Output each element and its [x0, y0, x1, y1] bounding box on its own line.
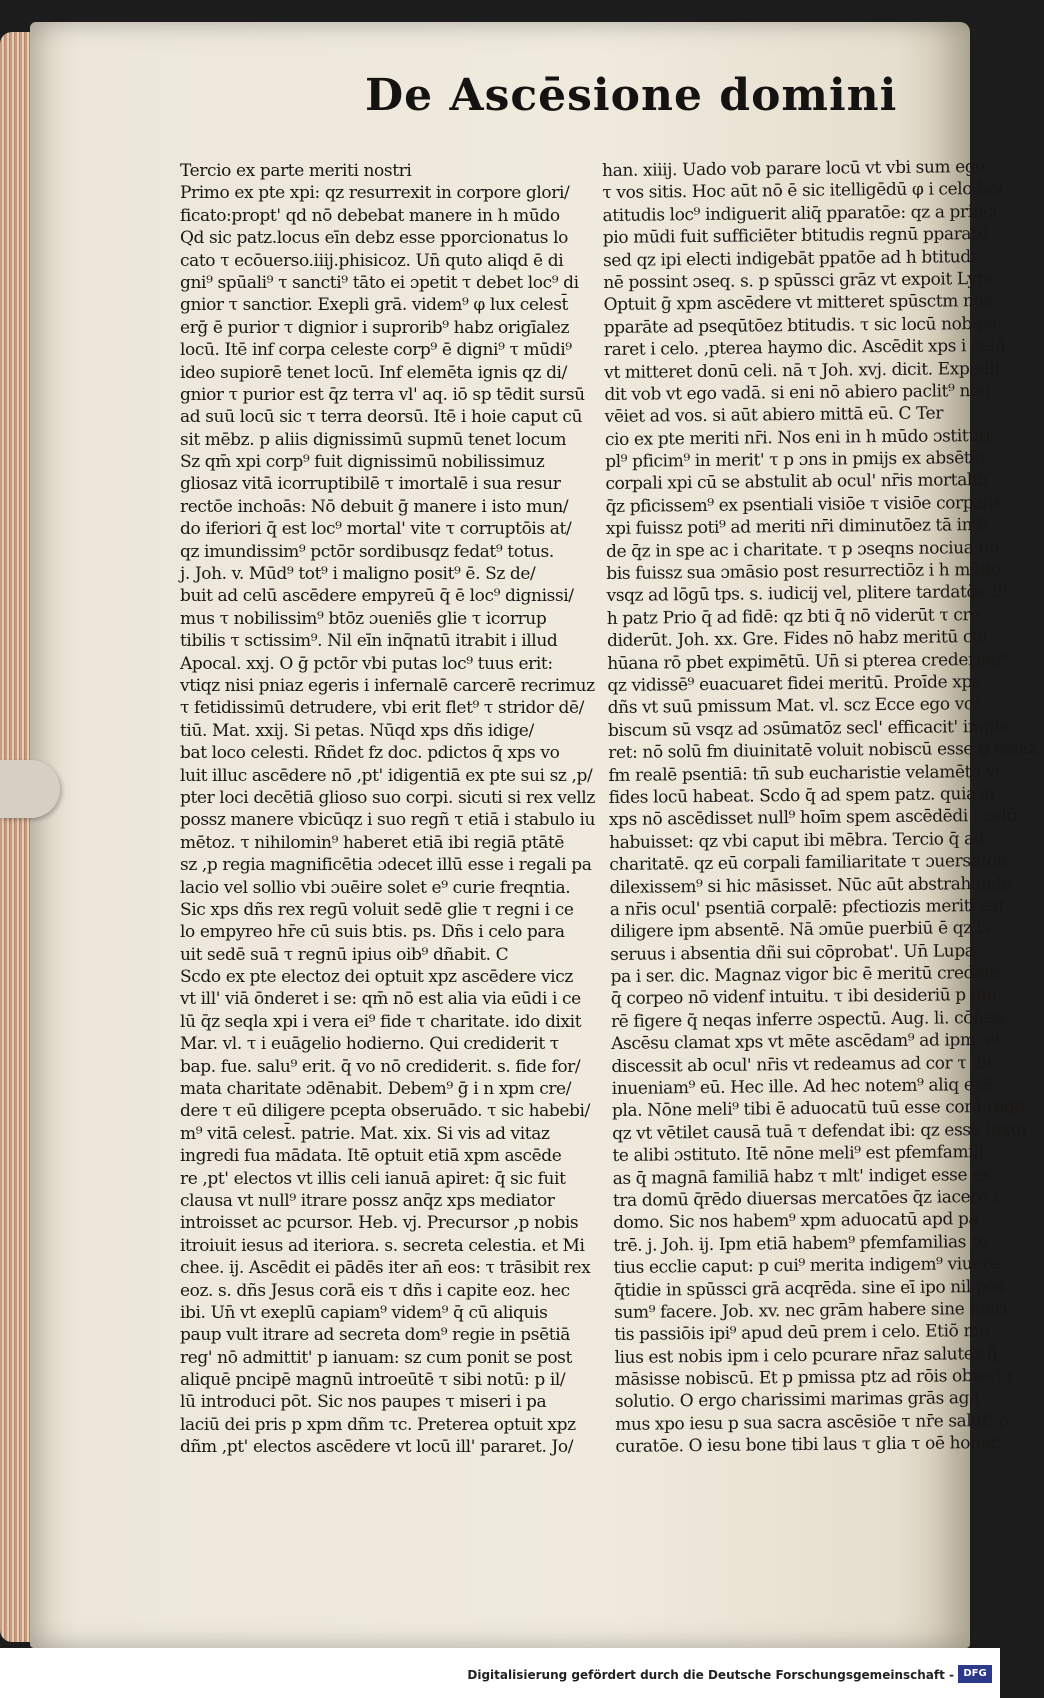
text-line: as q̄ magnā familiā habz τ mlt' indiget esse ex	[612, 1164, 992, 1189]
text-line: tibilis τ sctissim⁹. Nil eīn inq̄natū itrabit i illud	[180, 631, 558, 652]
text-line: lacio vel sollio vbi ɔuēire solet e⁹ curie freqntia.	[180, 877, 571, 898]
text-line: erḡ ē purior τ dignior i suprorib⁹ habz origīalez	[180, 317, 570, 338]
text-line: Optuit ḡ xpm ascēdere vt mitteret spūsctm nos	[603, 291, 992, 316]
text-line: mus xpo iesu p sua sacra ascēsiōe τ nr̄e salut' p	[615, 1410, 1009, 1435]
text-line: fides locū habeat. Scdo q̄ ad spem patz. quia si	[608, 783, 995, 808]
text-line: te alibi ɔstituto. Itē nōne meli⁹ est pfemfamili	[612, 1142, 984, 1167]
text-line: bap. fue. salu⁹ erit. q̄ vo nō crediderit. s. fide for/	[180, 1056, 581, 1077]
digitization-footer	[0, 1648, 1000, 1698]
bookmark-tab	[0, 760, 60, 818]
text-line: vt ill' viā ōnderet i se: qm̄ nō est alia via eūdi i ce	[180, 989, 581, 1010]
text-line: vsqz ad lōgū tps. s. iudicij vel, plitere tardatōe Et	[606, 582, 1010, 607]
text-line: pter loci decētiā glioso suo corpi. sicuti si rex vellz	[180, 787, 595, 808]
text-line: do iferiori q̄ est loc⁹ mortal' vite τ corruptōis at/	[180, 519, 572, 540]
text-line: lū q̄z seqla xpi i vera ei⁹ fide τ charitate. ido dixit	[180, 1011, 582, 1032]
dfg-logo: DFG	[958, 1665, 992, 1683]
text-line: τ fetidissimū detrudere, vbi erit flet⁹ τ stridor dē/	[180, 698, 584, 719]
text-line: lū introduci pōt. Sic nos paupes τ miseri i pa	[180, 1392, 547, 1413]
text-line: Sic xps dñs rex regū voluit sedē glie τ regni i ce	[180, 899, 574, 920]
text-line: re ,pt' electos vt illis celi ianuā apiret: q̄ sic fuit	[180, 1168, 566, 1189]
text-line: gnior τ purior est q̄z terra vl' aq. iō sp tēdit sursū	[180, 384, 585, 405]
text-line: pl⁹ pficim⁹ in merit' τ p ɔns in pmijs ex absētia	[605, 448, 986, 473]
text-line: sum⁹ facere. Job. xv. nec grām habere sine meri	[613, 1298, 1008, 1323]
text-line: bis fuissz sua ɔmāsio post resurrectiōz i h mūdo	[606, 559, 1001, 585]
text-line: curatōe. O iesu bone tibi laus τ glia τ oē honor.	[615, 1433, 1002, 1458]
text-line: qz vt vētilet causā tuā τ defendat ibi: qz esse iuxta	[612, 1119, 1027, 1144]
text-line: paup vult itrare ad secreta dom⁹ regie in psētiā	[180, 1325, 570, 1346]
text-line: hūana rō pbet expimētū. Un̄ si pterea crederem⁹	[607, 649, 1008, 674]
text-line: reg' nō admittit' p ianuam: sz cum ponit se post	[180, 1347, 572, 1368]
text-line: possz manere vbicūqz i suo regñ τ etiā i stabulo iu	[180, 810, 596, 831]
text-line: tius ecclie caput: p cui⁹ merita indigem⁹ viuere	[613, 1254, 1000, 1279]
text-line: ingredi fua mādata. Itē optuit etiā xpm ascēde	[180, 1146, 562, 1167]
text-line: mus τ nobilissim⁹ btōz ɔueniēs glie τ icorrup	[180, 608, 547, 629]
text-line: xps nō ascēdisset null⁹ hoīm spem ascēdēdi i celū	[608, 806, 1018, 831]
text-line: gni⁹ spūali⁹ τ sancti⁹ tāto ei ɔpetit τ debet loc⁹ di	[180, 272, 579, 293]
text-line: m⁹ vitā celest̄. patrie. Mat. xix. Si vis ad vitaz	[180, 1123, 550, 1144]
text-line: cio ex pte meriti nr̄i. Nos eni in h mūdo ɔstituti	[604, 425, 991, 450]
text-line: Ascēsu clamat xps vt mēte ascēdam⁹ ad ipm. et	[611, 1030, 1002, 1055]
text-line: ideo supiorē tenet locū. Inf elemēta ignis qz di/	[180, 362, 567, 383]
text-line: dñs vt suū pmissum Mat. vl. scz Ecce ego vo/	[607, 694, 980, 719]
text-line: mētoz. τ nihilomin⁹ haberet etiā ibi regiā ptātē	[180, 832, 565, 853]
text-line: vtiqz nisi pniaz egeris i infernalē carcerē recrimuz	[180, 675, 595, 696]
text-line: pparāte ad pseqūtōez btitudis. τ sic locū nob pa	[603, 313, 998, 338]
text-line: Qd sic patz.locus eīn debz esse pporcionatus lo	[180, 228, 568, 249]
text-line: Tercio ex parte meriti nostri	[180, 161, 412, 181]
text-line: charitatē. qz eū corpali familiaritate τ ɔuersatōe	[609, 850, 1007, 876]
funding-notice: Digitalisierung gefördert durch die Deutsche Forschungsgemeinschaft -	[467, 1668, 954, 1682]
text-line: ad suū locū sic τ terra deorsū. Itē i hoie caput cū	[180, 407, 583, 428]
text-line: a nr̄is ocul' psentiā corpalē: pfectiozis meriti est	[609, 895, 1005, 920]
text-line: locū. Itē inf corpa celeste corp⁹ ē digni⁹ τ mūdi⁹	[180, 340, 572, 361]
text-line: Primo ex pte xpi: qz resurrexit in corpore glori/	[180, 183, 570, 204]
text-line: uit sedē suā τ regnū ipius oib⁹ dñabit. C	[180, 944, 509, 965]
text-line: bat loco celesti. Rñdet fz doc. pdictos q̄ xps vo	[180, 743, 560, 764]
text-line: pa i ser. dic. Magnaz vigor bic ē meritū credere	[610, 962, 1002, 988]
text-line: buit ad celū ascēdere empyreū q̄ ē loc⁹ dignissi/	[180, 586, 574, 607]
text-line: domo. Sic nos habem⁹ xpm aduocatū apd pa	[613, 1209, 979, 1234]
text-line: itroiuit iesus ad iteriora. s. secreta celestia. et Mi	[180, 1235, 585, 1256]
text-line: lo empyreo hr̄e cū suis btis. ps. Dñs i celo para	[180, 922, 565, 943]
text-line: q̄tidie in spūssci grā acqrēda. sine eī ipo nil pos	[613, 1276, 1005, 1301]
text-line: dit vob vt ego vadā. si eni nō abiero paclit⁹ non	[604, 380, 991, 405]
text-line: māsisse nobiscū. Et p pmissa ptz ad rōis obiecta	[614, 1365, 1013, 1391]
text-line: sz ,p regia magnificētia ɔdecet illū esse i regali pa	[180, 855, 592, 876]
text-line: vt mitteret donū celi. nā τ Joh. xvj. dicit. Expedit	[604, 358, 1002, 383]
text-line: gnior τ sanctior. Exepli grā. videm⁹ φ lux celest̄	[180, 295, 568, 316]
text-line: han. xiiij. Uado vob parare locū vt vbi sum ego	[602, 156, 986, 181]
text-line: cato τ ecōuerso.iiij.phisicoz. Un̄ quto aliqd ē di	[180, 250, 564, 271]
text-line: habuisset: qz vbi caput ibi mēbra. Tercio q̄ ad	[609, 828, 985, 853]
text-line: pla. Nōne meli⁹ tibi ē aduocatū tuū esse corā rege	[611, 1097, 1025, 1122]
text-line: q̄z pficissem⁹ ex psentiali visiōe τ visiōe corpalis	[605, 492, 1002, 517]
text-line: trē. j. Joh. ij. Ipm etiā habem⁹ pfemfamilias to	[613, 1231, 988, 1256]
text-line: raret i celo. ,pterea haymo dic. Ascēdit xps i celū	[603, 335, 1006, 361]
text-line: nē possint ɔseq. s. p spūssci grāz vt expoit Lyra.	[603, 268, 1000, 293]
text-line: fm realē psentiā: tn̄ sub eucharistie velamēto vt	[608, 761, 1002, 786]
text-line: biscum sū vsqz ad ɔsūmatōz secl' efficacit' imple	[607, 716, 1009, 741]
text-line: chee. ij. Ascēdit ei pādēs iter an̄ eos: τ trāsibit rex	[180, 1258, 591, 1279]
text-line: ret: nō solū fm diuinitatē voluit nobiscū esse φ eciaz	[608, 738, 1037, 764]
text-line: lius est nobis ipm i celo pcurare nr̄az salutez q̄	[614, 1343, 998, 1368]
text-line: j. Joh. v. Mūd⁹ tot⁹ i maligno posit⁹ ē. Sz de/	[180, 564, 536, 585]
text-line: diderūt. Joh. xx. Gre. Fides nō habz meritū cui	[606, 627, 988, 652]
text-line: seruus i absentia dñi sui cōprobat'. Un̄ Lupa	[610, 940, 975, 965]
text-line: rē figere q̄ neqas inferre ɔspectū. Aug. li. cōfess.	[610, 1007, 1011, 1032]
text-line: q̄ corpeo nō videnf intuitu. τ ibi desideriū p mo	[610, 985, 997, 1010]
text-line: clausa vt null⁹ itrare possz anq̄z xps mediator	[180, 1190, 555, 1211]
text-line: atitudis loc⁹ indiguerit aliq̄ pparatōe: qz a princi	[602, 201, 998, 226]
left-text-column	[180, 160, 596, 1459]
text-line: mata charitate ɔdēnabit. Debem⁹ ḡ i n xpm cre/	[180, 1079, 572, 1100]
text-line: Sz qm̄ xpi corp⁹ fuit dignissimū nobilissimuz	[180, 452, 545, 473]
text-line: aliquē pncipē magnū introeūtē τ sibi notū: p il/	[180, 1370, 566, 1391]
text-line: ibi. Un̄ vt exeplū capiam⁹ videm⁹ q̄ cū aliquis	[180, 1302, 548, 1323]
text-line: sit mēbz. p aliis dignissimū supmū tenet locum	[180, 429, 567, 450]
text-line: dere τ eū diligere pcepta obseruādo. τ sic habebi/	[180, 1101, 590, 1122]
text-line: Apocal. xxj. O ḡ pctōr vbi putas loc⁹ tuus erit:	[180, 653, 553, 674]
text-line: luit illuc ascēdere nō ,pt' idigentiā ex pte sui sz ,p/	[180, 765, 593, 786]
text-line: pio mūdi fuit sufficiēter btitudis regnū pparatū	[602, 224, 989, 249]
text-line: dñm ,pt' electos ascēdere vt locū ill' pararet. Jo/	[180, 1437, 574, 1458]
text-line: xpi fuissz poti⁹ ad meriti nr̄i diminutōez tā in fi	[605, 515, 989, 540]
text-line: dilexissem⁹ si hic māsisset. Nūc aūt abstrahendo	[609, 873, 1012, 898]
text-line: Mar. vl. τ i euāgelio hodierno. Qui crediderit τ	[180, 1034, 559, 1055]
text-line: corpali xpi cū se abstulit ab ocul' nr̄is mortalib	[605, 470, 988, 495]
text-line: qz vidissē⁹ euacuaret fidei meritū. Proīde xps	[607, 672, 981, 696]
text-line: de q̄z in spe ac i charitate. τ p ɔseqns nociua no	[605, 537, 999, 562]
text-line: rectōe inchoās: Nō debuit ḡ manere i isto mun/	[180, 496, 569, 517]
text-line: gliosaz vitā icorruptibilē τ imortalē i sua resur	[180, 474, 561, 495]
text-line: tra domū q̄rēdo diuersas mercatōes q̄z iacere i	[612, 1186, 998, 1211]
text-line: h patz Prio q̄ ad fidē: qz bti q̄ nō viderūt τ cre	[606, 604, 980, 629]
text-line: solutio. O ergo charissimi marimas grās aga	[614, 1388, 979, 1413]
text-line: vēiet ad vos. si aūt abiero mittā eū. C Ter	[604, 403, 944, 428]
text-line: ficato:propt' qd nō debebat manere in h mūdo	[180, 205, 560, 226]
text-line: sed qz ipi electi indigebāt ppatōe ad h btitudi	[602, 246, 976, 271]
text-line: discessit ab ocul' nr̄is vt redeamus ad cor τ ibi	[611, 1052, 992, 1077]
text-line: τ vos sitis. Hoc aūt nō ē sic itelligēdū φ i celo be/	[602, 179, 1003, 204]
text-line: diligere ipm absentē. Nā ɔmūe puerbiū ē qz is	[609, 918, 991, 943]
text-line: Scdo ex pte electoz dei optuit xpz ascēdere vicz	[180, 967, 573, 988]
text-line: inueniam⁹ eū. Hec ille. Ad hec notem⁹ aliq exē	[611, 1074, 993, 1099]
running-head: De Ascēsione domini	[365, 70, 898, 121]
text-line: eoz. s. dñs Jesus corā eis τ dñs i capite eoz. hec	[180, 1280, 570, 1301]
text-line: qz imundissim⁹ pctōr sordibusqz fedat⁹ totus.	[180, 541, 554, 562]
text-line: introisset ac pcursor. Heb. vj. Precursor ,p nobis	[180, 1213, 579, 1234]
text-line: tis passiōis ipi⁹ apud deū prem i celo. Etiō me	[614, 1321, 989, 1346]
text-line: laciū dei pris p xpm dñm τc. Preterea optuit xpz	[180, 1414, 576, 1435]
right-text-column	[602, 156, 1037, 1458]
text-line: tiū. Mat. xxij. Si petas. Nūqd xps dñs idige/	[180, 720, 534, 741]
